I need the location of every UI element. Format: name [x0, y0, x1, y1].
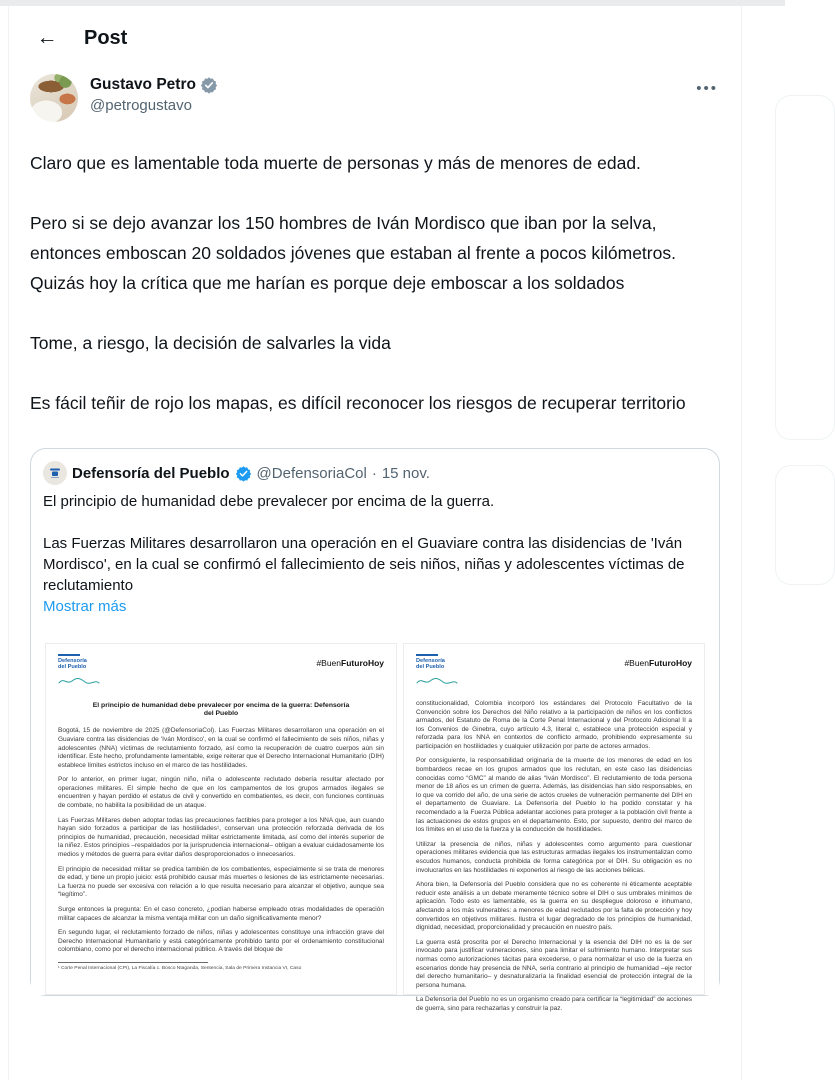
doc-paragraph: Las Fuerzas Militares deben adoptar todas las precauciones factibles para proteger a los NNA que, aun cuando hayan sido forzados a participar de las hostilidades¹, conservan una protección reforzada derivada de los principios de humanidad, precaución, necesidad militar estrictamente limitada, así como del interés superior de la niñez. Estos principios –respaldados por la jurisprudencia internacional– obligan a evaluar cuidadosamente los medios y métodos de guerra para evitar daños desproporcionados o innecesarios. — [58, 816, 384, 859]
post-author-row — [30, 74, 720, 122]
document-logo — [416, 654, 458, 691]
doc-paragraph: Ahora bien, la Defensoría del Pueblo considera que no es coherente ni éticamente aceptable reducir este análisis a un debate meramente técnico sobre el DIH o sus umbrales mínimos de aplicación. Todo esto es lamentable, es la guerra en su despliegue doloroso e inhumano, afectando a los más vulnerables: a menores de edad reclutados por la falta de protección y hoy convertidos en objetivos militares. Ilustra el lugar degradado de los principios de humanidad, dignidad, necesidad, proporcionalidad y precaución en nuestro país. — [416, 881, 692, 932]
hashtag-prefix: #Buen — [316, 658, 342, 668]
back-arrow-icon: ← — [36, 26, 58, 49]
document-page-left — [45, 643, 397, 995]
right-sidebar-card-partial — [775, 95, 835, 440]
document-page-right — [403, 643, 705, 1012]
footnote-separator — [58, 962, 208, 963]
post-text-paragraph: Es fácil teñir de rojo los mapas, es difícil reconocer los riesgos de recuperar territorio — [30, 393, 686, 413]
verified-badge-icon — [200, 76, 218, 94]
logo-roof-shape — [416, 654, 438, 656]
quoted-author-avatar — [43, 461, 67, 485]
document-footnote: ¹ Corte Penal Internacional (CPI), La Fiscalía c. Bosco Ntaganda, Sentencia, Sala de Primera Instancia VI, Caso — [58, 965, 302, 971]
post-text-paragraph: Claro que es lamentable toda muerte de personas y más de menores de edad. — [30, 153, 641, 173]
doc-paragraph: El principio de necesidad militar se predica también de los combatientes, especialmente si se trata de menores de edad, y tiene un propio juicio: está prohibido causar más muertes o lesiones de las estrictamente necesarias. La fuerza no puede ser excesiva con relación a lo que resulta necesario para alcanzar el objetivo, aunque sea “legítimo”. — [58, 865, 384, 899]
doc-paragraph: Bogotá, 15 de noviembre de 2025 (@DefensoriaCol). Las Fuerzas Militares desarrollaron una operación en el Guaviare contra las disidencias de 'Iván Mordisco', en la cual se confirmó el fallecimiento de seis niños, niñas y adolescentes (NNA) víctimas de reclutamiento forzado, así como la recuperación de cuatro cuerpos aún sin identificar. Este hecho, profundamente lamentable, exige reiterar que el Derecho Internacional Humanitario (DIH) establece límites estrictos incluso en el marco de las hostilidades. — [58, 727, 384, 769]
quoted-author-handle: @DefensoriaCol — [256, 464, 367, 482]
logo-roof-shape — [58, 654, 80, 656]
doc-paragraph: La Defensoría del Pueblo no es un organismo creado para certificar la “legitimidad” de acciones de guerra, sino para rechazarlas y construir la paz. — [416, 996, 692, 1012]
quoted-text-paragraph: Las Fuerzas Militares desarrollaron una operación en el Guaviare contra las disidencias de 'Iván Mordisco', en la cual se confirmó el fallecimiento de seis niños, niñas y adolescentes víctimas de reclutamiento — [43, 535, 685, 594]
doc-paragraph: Por consiguiente, la responsabilidad originaria de la muerte de los menores de edad en los bombardeos recae en los grupos armados que los reclutan, en este caso las disidencias conocidas como “GMC” al mando de alias “Iván Mordisco”. El reclutamiento de toda persona menor de 18 años es un crimen de guerra. Además, las disidencias han sido responsables, en lo que va corrido del año, de una serie de actos crueles de vulneración permanente del DIH en el departamento de Guaviare. La Defensoría del Pueblo lo ha podido constatar y ha recomendado a la Fuerza Pública adelantar acciones para proteger a la población civil frente a las actuaciones de estos grupos en el departamento. Esto, por supuesto, dentro del marco de los límites en el uso de la fuerza y la conducción de hostilidades. — [416, 757, 692, 834]
document-title: El principio de humanidad debe prevalecer por encima de la guerra: Defensoría del Pueblo — [92, 701, 350, 718]
author-handle[interactable]: @petrogustavo — [90, 97, 192, 114]
quoted-post-card[interactable] — [30, 448, 720, 1012]
more-options-icon: ••• — [696, 80, 718, 97]
author-avatar[interactable] — [30, 74, 78, 122]
doc-paragraph: En segundo lugar, el reclutamiento forzado de niños, niñas y adolescentes constituye una infracción grave del Derecho Internacional Humanitario y está categóricamente prohibido tanto por el ordenamiento constitucional colombiano, como por el derecho internacional público. A través del bloque de — [58, 929, 384, 954]
quoted-post-date: 15 nov. — [381, 464, 430, 482]
logo-text-line: del Pueblo — [416, 663, 445, 670]
separator-dot: · — [371, 464, 377, 482]
quoted-post-header — [31, 449, 719, 489]
hashtag-bold: FuturoHoy — [649, 658, 692, 668]
doc-paragraph: Utilizar la presencia de niños, niñas y adolescentes como argumento para cuestionar operaciones militares evidencia que las estructuras armadas ilegales los instrumentalizan como escudos humanos, conducta prohibida de forma categórica por el DIH. Su obligación es no involucrarlos en las hostilidades ni exponerlos al riesgo de las acciones bélicas. — [416, 840, 692, 874]
logo-text-line: del Pueblo — [58, 663, 87, 670]
document-logo — [58, 654, 100, 691]
page-header — [30, 6, 720, 54]
post-text — [30, 148, 720, 418]
logo-script-mark-icon — [416, 673, 458, 691]
page-title: Post — [84, 26, 128, 49]
post-text-paragraph: Pero si se dejo avanzar los 150 hombres de Iván Mordisco que iban por la selva, entonces emboscan 20 soldados jóvenes que estaban al frente a pocos kilómetros. Quizás hoy la crítica que me harían es porque deje emboscar a los soldados — [30, 213, 676, 293]
attached-document-image[interactable] — [31, 639, 719, 1012]
verified-badge-icon — [235, 465, 252, 482]
document-hashtag — [316, 658, 384, 668]
author-meta — [90, 74, 218, 114]
post-text-paragraph: Tome, a riesgo, la decisión de salvarles la vida — [30, 333, 391, 353]
quoted-text-paragraph: El principio de humanidad debe prevalecer por encima de la guerra. — [43, 493, 495, 510]
logo-text-line: Defensoría — [58, 657, 87, 664]
document-hashtag — [624, 658, 692, 668]
quoted-post-text — [31, 489, 719, 596]
right-sidebar-card-partial — [775, 465, 835, 585]
doc-paragraph: La guerra está proscrita por el Derecho Internacional y la esencia del DIH no es la de ser invocado para justificar vulneraciones, sino para limitar el sufrimiento humano. Interpretar sus normas como autorizaciones tácitas para excederse, o para normalizar el uso de la fuerza en escenarios donde hay presencia de NNA, sería contrario al principio de humanidad –eje rector del derecho humanitario– y desnaturalizaría la finalidad esencial de protección integral de la persona humana. — [416, 938, 692, 989]
more-options-button[interactable] — [696, 74, 720, 97]
doc-paragraph: constitucionalidad, Colombia incorporó los estándares del Protocolo Facultativo de la Convención sobre los Derechos del Niño relativo a la participación de niños en los conflictos armados, del Estatuto de Roma de la Corte Penal Internacional y del Protocolo Adicional II a los Convenios de Ginebra, cuyo artículo 4.3, literal c, establece una protección especial y reforzada para los NNA en contextos de conflicto armado, prohibiendo expresamente su participación en hostilidades y cualquier utilización por parte de actores armados. — [416, 699, 692, 750]
logo-script-mark-icon — [58, 673, 100, 691]
post-detail-column — [8, 6, 742, 1080]
doc-paragraph: Por lo anterior, en primer lugar, ningún niño, niña o adolescente reclutado debería resultar afectado por operaciones militares. El simple hecho de que en los campamentos de los grupos armados ilegales se encuentren y hayan perdido el estatus de civil y convertido en combatientes, es decir, con funciones continuas de combate, no habilita la posibilidad de un ataque. — [58, 776, 384, 810]
show-more-link[interactable]: Mostrar más — [43, 598, 127, 615]
back-button[interactable] — [30, 21, 64, 55]
logo-text-line: Defensoría — [416, 657, 445, 664]
quoted-author-name: Defensoría del Pueblo — [72, 464, 230, 482]
author-display-name[interactable]: Gustavo Petro — [90, 76, 196, 93]
hashtag-prefix: #Buen — [624, 658, 650, 668]
defensoria-emblem-icon — [49, 467, 61, 479]
hashtag-bold: FuturoHoy — [341, 658, 384, 668]
doc-paragraph: Surge entonces la pregunta: En el caso concreto, ¿podían haberse empleado otras modalidades de operación militar capaces de alcanzar la misma ventaja militar con un daño significativamente menor? — [58, 906, 384, 922]
